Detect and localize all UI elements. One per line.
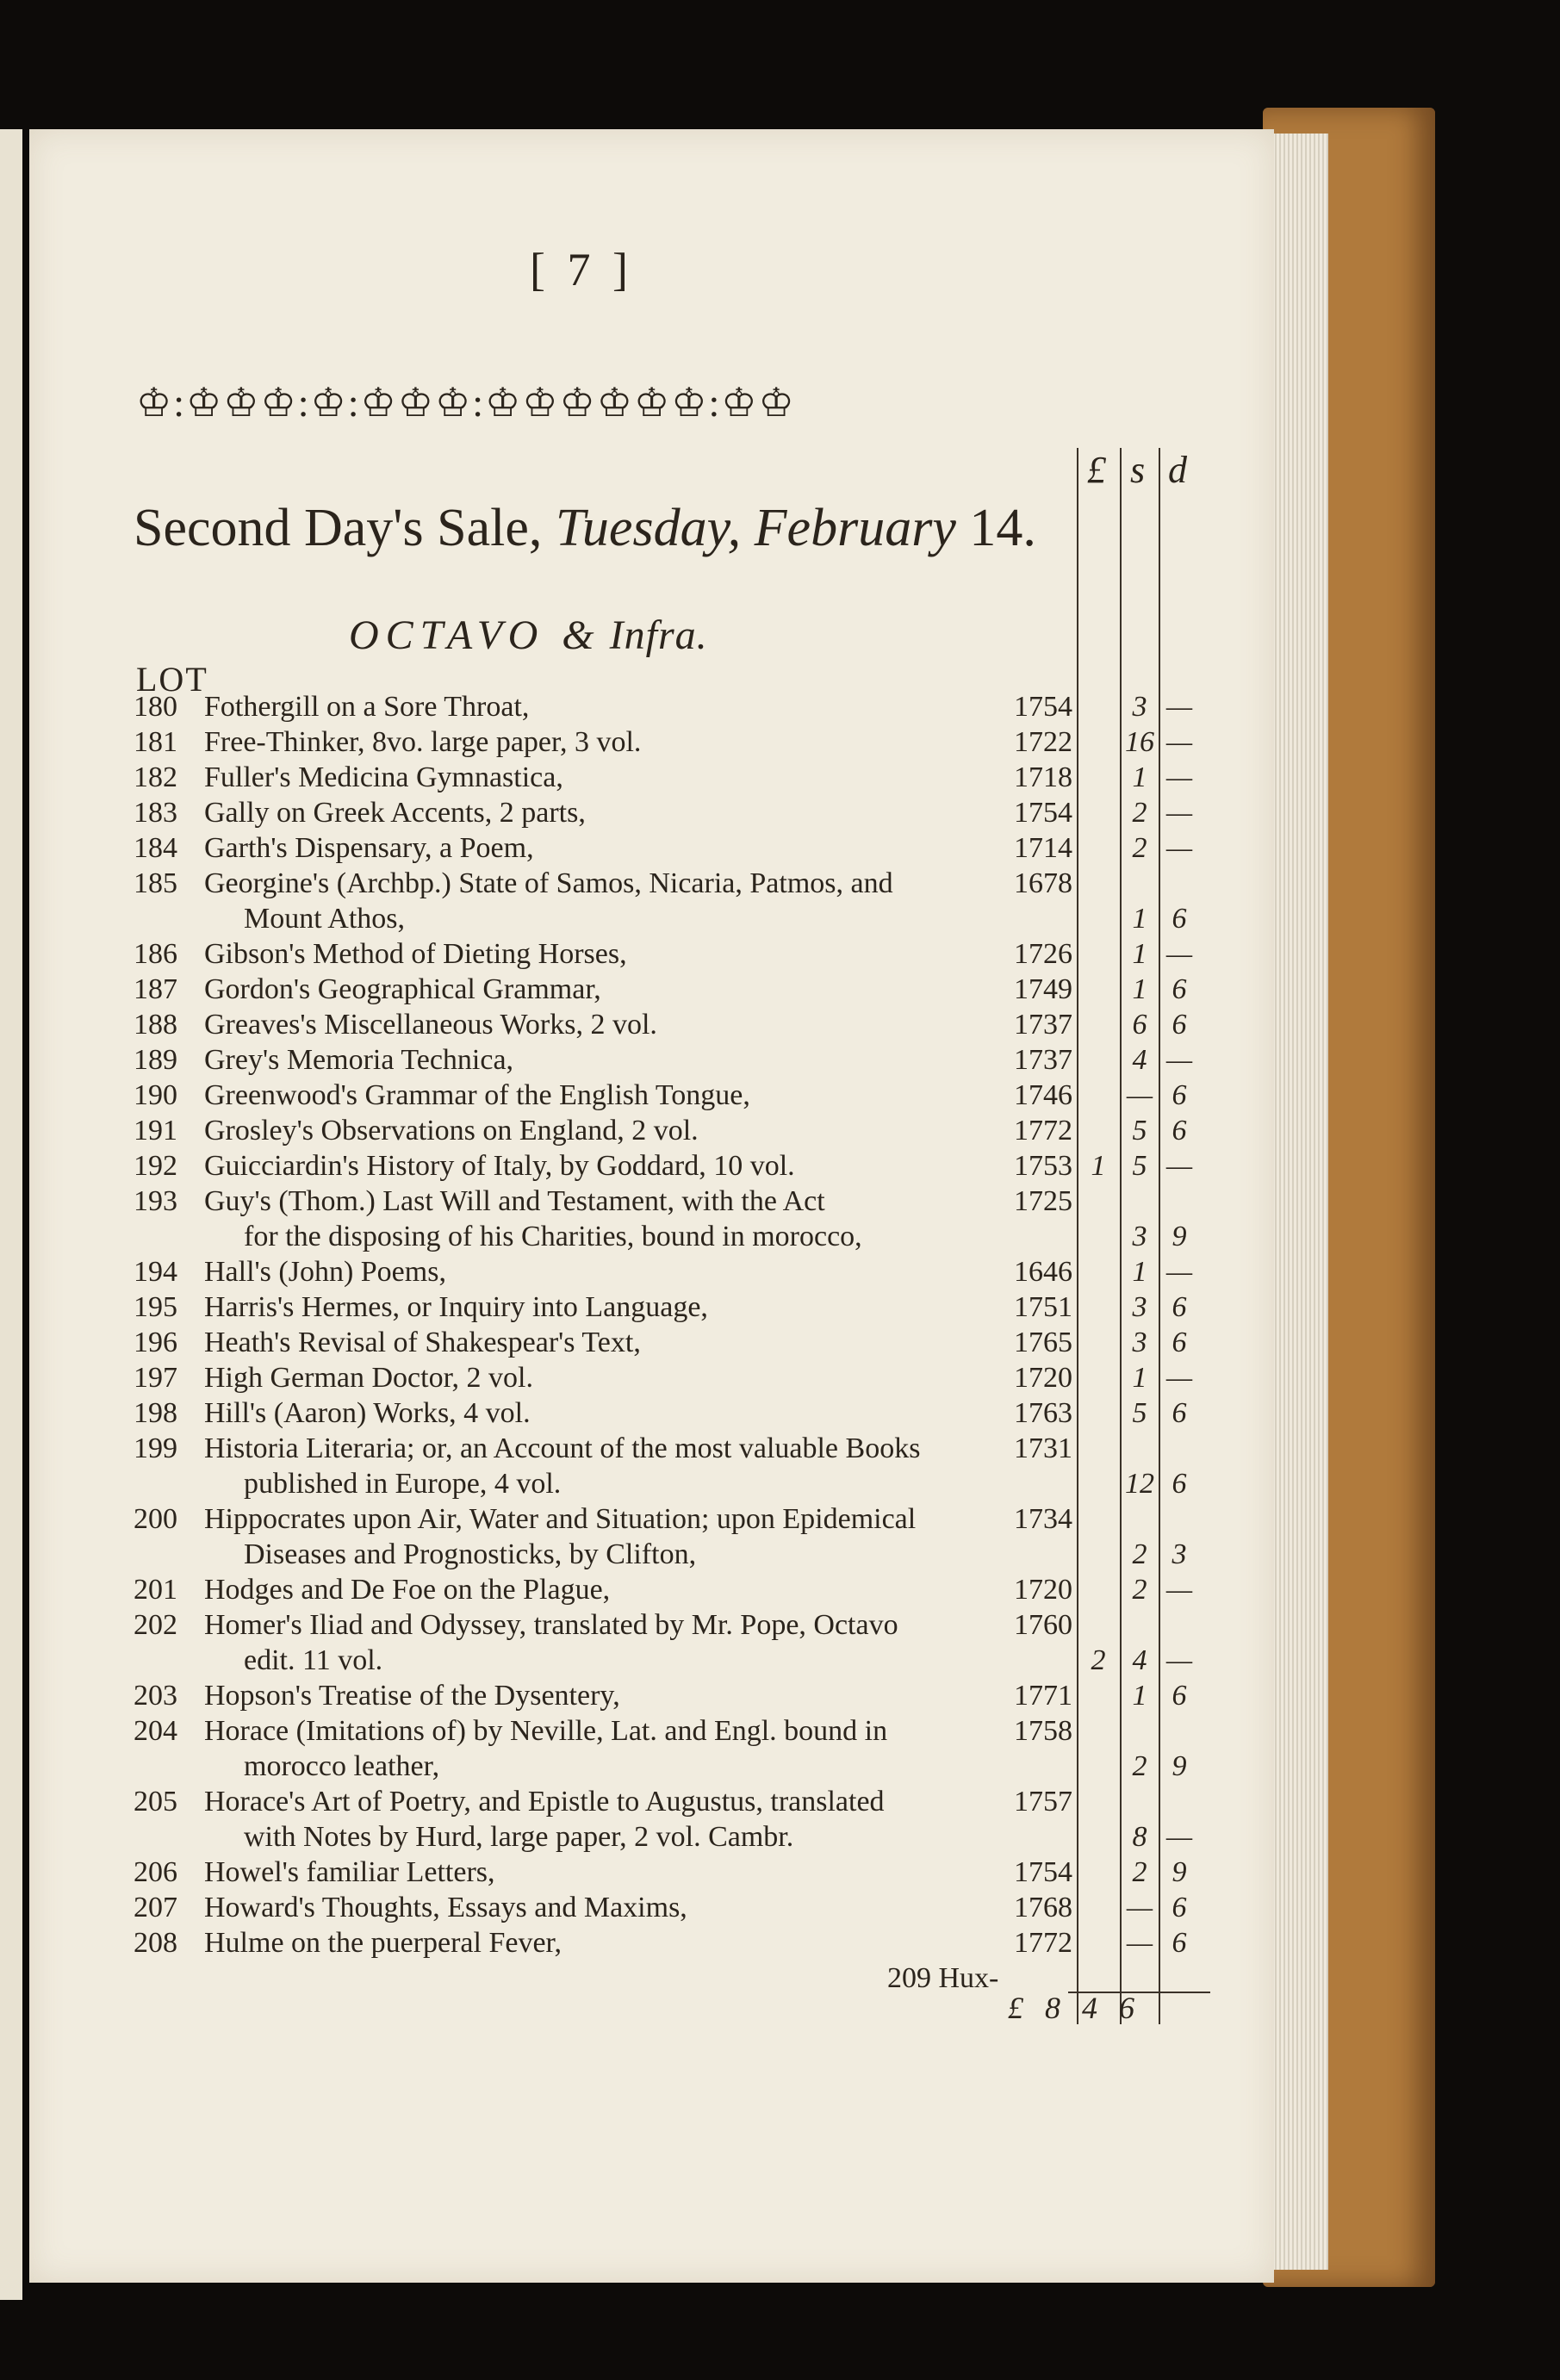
lot-price [1070, 724, 1208, 760]
lot-entry [134, 724, 1072, 760]
lot-number: 184 [134, 832, 177, 864]
page-number: [ 7 ] [530, 244, 633, 295]
lot-price [1070, 1148, 1208, 1184]
lot-year: 1757 [1014, 1786, 1072, 1818]
lot-year: 1763 [1014, 1397, 1072, 1429]
pounds-column-heading: £ [1087, 449, 1106, 491]
lot-entry [134, 1925, 1072, 1961]
lot-number: 194 [134, 1256, 177, 1288]
lot-year: 1725 [1014, 1185, 1072, 1217]
lot-entry [134, 1431, 1072, 1501]
price-shillings: 5 [1132, 1150, 1147, 1182]
lot-description: Harris's Hermes, or Inquiry into Language, [204, 1291, 708, 1323]
lot-year: 1718 [1014, 761, 1072, 793]
lot-year: 1754 [1014, 797, 1072, 829]
lot-number: 186 [134, 938, 177, 970]
price-pence: — [1165, 1044, 1193, 1076]
lot-number: 197 [134, 1362, 177, 1394]
lot-description: Gally on Greek Accents, 2 parts, [204, 797, 586, 829]
lot-number: 181 [134, 726, 177, 758]
price-shillings: 1 [1132, 903, 1147, 935]
price-spacer [1070, 1431, 1208, 1466]
lot-entry [134, 830, 1072, 866]
lot-description: Greenwood's Grammar of the English Tongue, [204, 1079, 750, 1111]
price-pence: 9 [1172, 1856, 1187, 1888]
lot-number: 185 [134, 867, 177, 899]
total-pound-symbol: £ [1008, 1991, 1023, 2025]
title-month: February [754, 499, 956, 557]
price-pence: 9 [1172, 1750, 1187, 1782]
title-prefix: Second Day's Sale, [134, 499, 543, 557]
lot-description: Hulme on the puerperal Fever, [204, 1927, 562, 1959]
lot-price [1070, 1325, 1208, 1360]
lot-year: 1646 [1014, 1256, 1072, 1288]
lot-year: 1737 [1014, 1009, 1072, 1041]
price-shillings: 5 [1132, 1397, 1147, 1429]
price-pence: 6 [1172, 1327, 1187, 1358]
lot-year: 1720 [1014, 1362, 1072, 1394]
lot-entry [134, 1713, 1072, 1784]
lot-description: Howard's Thoughts, Essays and Maxims, [204, 1892, 687, 1923]
lot-entry [134, 1007, 1072, 1042]
price-spacer [1070, 866, 1208, 901]
lot-number: 206 [134, 1856, 177, 1888]
lot-entry [134, 1254, 1072, 1289]
price-pence: — [1165, 1362, 1193, 1394]
price-shillings: 2 [1132, 1538, 1147, 1570]
price-pence: 6 [1172, 973, 1187, 1005]
price-spacer [1070, 1607, 1208, 1643]
lot-entry [134, 760, 1072, 795]
price-spacer [1070, 1184, 1208, 1219]
lot-number: 183 [134, 797, 177, 829]
lot-description: Guicciardin's History of Italy, by Goddard, 10 vol. [204, 1150, 795, 1182]
total-pounds: 8 [1045, 1991, 1060, 2025]
lot-year: 1751 [1014, 1291, 1072, 1323]
lot-number: 199 [134, 1432, 177, 1464]
lot-number: 188 [134, 1009, 177, 1041]
lot-description-continued: morocco leather, [244, 1750, 440, 1782]
lot-description: Fothergill on a Sore Throat, [204, 691, 530, 723]
lot-number: 195 [134, 1291, 177, 1323]
lot-number: 203 [134, 1680, 177, 1712]
price-pence: — [1165, 938, 1193, 970]
lot-description: Free-Thinker, 8vo. large paper, 3 vol. [204, 726, 642, 758]
lot-description: High German Doctor, 2 vol. [204, 1362, 534, 1394]
lot-entry [134, 1360, 1072, 1395]
format-octavo: OCTAVO & [349, 612, 601, 658]
price-pence: 6 [1172, 1892, 1187, 1923]
lot-number: 191 [134, 1115, 177, 1147]
lot-description: Gibson's Method of Dieting Horses, [204, 938, 627, 970]
price-shillings: 1 [1132, 761, 1147, 793]
price-shillings: — [1126, 1927, 1153, 1959]
lot-number: 201 [134, 1574, 177, 1606]
lot-list [134, 689, 1072, 1961]
lot-price [1070, 1643, 1208, 1678]
price-pence: — [1165, 1150, 1193, 1182]
facing-page-edge [0, 129, 22, 2300]
lot-year: 1772 [1014, 1115, 1072, 1147]
price-shillings: 6 [1132, 1009, 1147, 1041]
price-pence: — [1165, 726, 1193, 758]
lot-year: 1760 [1014, 1609, 1072, 1641]
lot-description: Howel's familiar Letters, [204, 1856, 495, 1888]
lot-description: Hill's (Aaron) Works, 4 vol. [204, 1397, 531, 1429]
lot-year: 1714 [1014, 832, 1072, 864]
crown-ornament-band: ♔:♔♔♔:♔:♔♔♔:♔♔♔♔♔♔:♔♔ [136, 381, 796, 425]
price-pence: 6 [1172, 1079, 1187, 1111]
lot-entry [134, 689, 1072, 724]
lot-year: 1731 [1014, 1432, 1072, 1464]
price-shillings: 8 [1132, 1821, 1147, 1853]
lot-description: Grosley's Observations on England, 2 vol. [204, 1115, 699, 1147]
lot-price [1070, 1678, 1208, 1713]
price-column [1070, 689, 1208, 1961]
lot-description: Greaves's Miscellaneous Works, 2 vol. [204, 1009, 657, 1041]
price-spacer [1070, 1784, 1208, 1819]
lot-entry [134, 1042, 1072, 1078]
price-shillings: 1 [1132, 1256, 1147, 1288]
lot-entry [134, 1289, 1072, 1325]
lot-description: Gordon's Geographical Grammar, [204, 973, 601, 1005]
total-pence: 6 [1119, 1991, 1134, 2025]
lot-entry [134, 1325, 1072, 1360]
lot-entry [134, 1395, 1072, 1431]
lot-price [1070, 1360, 1208, 1395]
lot-description: Heath's Revisal of Shakespear's Text, [204, 1327, 641, 1358]
lot-price [1070, 1819, 1208, 1855]
lot-description-continued: with Notes by Hurd, large paper, 2 vol. Cambr. [244, 1821, 794, 1853]
price-shillings: 2 [1132, 1574, 1147, 1606]
lot-number: 190 [134, 1079, 177, 1111]
lot-number: 202 [134, 1609, 177, 1641]
lot-number: 182 [134, 761, 177, 793]
pence-column-heading: d [1168, 449, 1187, 491]
lot-price [1070, 830, 1208, 866]
price-pence: 6 [1172, 1680, 1187, 1712]
title-day-number: 14. [969, 499, 1036, 557]
format-infra: Infra. [609, 612, 708, 658]
price-shillings: — [1126, 1079, 1153, 1111]
lot-price [1070, 1890, 1208, 1925]
lot-price [1070, 1113, 1208, 1148]
lot-year: 1754 [1014, 691, 1072, 723]
price-shillings: 16 [1125, 726, 1154, 758]
lot-price [1070, 689, 1208, 724]
lot-entry [134, 1501, 1072, 1572]
lot-description: Hippocrates upon Air, Water and Situation; upon Epidemical [204, 1503, 917, 1535]
lot-number: 189 [134, 1044, 177, 1076]
price-pence: 6 [1172, 1115, 1187, 1147]
lot-number: 192 [134, 1150, 177, 1182]
lot-description: Hopson's Treatise of the Dysentery, [204, 1680, 620, 1712]
lot-year: 1678 [1014, 867, 1072, 899]
price-shillings: 2 [1132, 797, 1147, 829]
price-pence: 6 [1172, 1927, 1187, 1959]
lot-entry [134, 1855, 1072, 1890]
lot-year: 1768 [1014, 1892, 1072, 1923]
price-pence: 6 [1172, 1009, 1187, 1041]
lot-price [1070, 1042, 1208, 1078]
lot-price [1070, 1537, 1208, 1572]
sale-total [1008, 1990, 1148, 2026]
lot-entry [134, 795, 1072, 830]
lot-description: Homer's Iliad and Odyssey, translated by Mr. Pope, Octavo [204, 1609, 898, 1641]
lot-entry [134, 1784, 1072, 1855]
lot-price [1070, 1572, 1208, 1607]
lot-heading: LOT [136, 660, 208, 699]
lot-number: 193 [134, 1185, 177, 1217]
price-shillings: 2 [1132, 832, 1147, 864]
format-heading [349, 612, 708, 659]
price-pence: 6 [1172, 903, 1187, 935]
price-shillings: 4 [1132, 1044, 1147, 1076]
lot-number: 198 [134, 1397, 177, 1429]
price-spacer [1070, 1501, 1208, 1537]
lot-price [1070, 1749, 1208, 1784]
title-day: Tuesday, [555, 499, 742, 557]
lot-price [1070, 1466, 1208, 1501]
lot-price [1070, 1395, 1208, 1431]
lot-price [1070, 1007, 1208, 1042]
lot-year: 1734 [1014, 1503, 1072, 1535]
lot-description: Horace (Imitations of) by Neville, Lat. and Engl. bound in [204, 1715, 888, 1747]
lot-description: Horace's Art of Poetry, and Epistle to Augustus, translated [204, 1786, 885, 1818]
lot-entry [134, 1890, 1072, 1925]
price-pence: — [1165, 691, 1193, 723]
lot-year: 1746 [1014, 1079, 1072, 1111]
lot-description: Guy's (Thom.) Last Will and Testament, with the Act [204, 1185, 825, 1217]
price-shillings: 1 [1132, 1362, 1147, 1394]
lot-number: 205 [134, 1786, 177, 1818]
price-shillings: 3 [1132, 1291, 1147, 1323]
lot-year: 1758 [1014, 1715, 1072, 1747]
shillings-column-heading: s [1130, 449, 1146, 491]
price-spacer [1070, 1713, 1208, 1749]
price-shillings: 3 [1132, 1327, 1147, 1358]
lot-price [1070, 1289, 1208, 1325]
price-pence: — [1165, 761, 1193, 793]
price-shillings: 4 [1132, 1644, 1147, 1676]
lot-description: Historia Literaria; or, an Account of the most valuable Books [204, 1432, 921, 1464]
lot-description-continued: for the disposing of his Charities, bound in morocco, [244, 1221, 862, 1252]
lot-entry [134, 936, 1072, 972]
price-pence: 6 [1172, 1397, 1187, 1429]
price-shillings: 3 [1132, 691, 1147, 723]
price-pence: 6 [1172, 1291, 1187, 1323]
price-shillings: — [1126, 1892, 1153, 1923]
lot-price [1070, 1078, 1208, 1113]
lot-number: 196 [134, 1327, 177, 1358]
lot-entry [134, 1607, 1072, 1678]
lot-number: 204 [134, 1715, 177, 1747]
lot-year: 1754 [1014, 1856, 1072, 1888]
lot-description: Hall's (John) Poems, [204, 1256, 446, 1288]
page-edges [1268, 134, 1328, 2270]
lot-price [1070, 936, 1208, 972]
lot-price [1070, 901, 1208, 936]
lot-year: 1765 [1014, 1327, 1072, 1358]
page-title [134, 498, 1036, 559]
lot-description-continued: edit. 11 vol. [244, 1644, 383, 1676]
lot-entry [134, 1113, 1072, 1148]
price-pence: 6 [1172, 1468, 1187, 1500]
lot-price [1070, 972, 1208, 1007]
lot-price [1070, 1254, 1208, 1289]
lot-year: 1753 [1014, 1150, 1072, 1182]
lot-entry [134, 1148, 1072, 1184]
price-shillings: 3 [1132, 1221, 1147, 1252]
lot-description-continued: Mount Athos, [244, 903, 406, 935]
lot-entry [134, 1678, 1072, 1713]
lot-description: Hodges and De Foe on the Plague, [204, 1574, 611, 1606]
price-pence: 3 [1172, 1538, 1187, 1570]
price-pounds: 2 [1091, 1644, 1106, 1676]
lot-year: 1726 [1014, 938, 1072, 970]
lot-price [1070, 1219, 1208, 1254]
lot-price [1070, 1925, 1208, 1961]
price-shillings: 1 [1132, 938, 1147, 970]
lot-description: Fuller's Medicina Gymnastica, [204, 761, 563, 793]
lot-description: Georgine's (Archbp.) State of Samos, Nicaria, Patmos, and [204, 867, 893, 899]
price-shillings: 12 [1125, 1468, 1154, 1500]
price-pounds: 1 [1091, 1150, 1106, 1182]
lot-description: Grey's Memoria Technica, [204, 1044, 514, 1076]
price-pence: — [1165, 1821, 1193, 1853]
lot-year: 1749 [1014, 973, 1072, 1005]
lot-year: 1720 [1014, 1574, 1072, 1606]
lot-description-continued: Diseases and Prognosticks, by Clifton, [244, 1538, 697, 1570]
lot-number: 207 [134, 1892, 177, 1923]
price-shillings: 1 [1132, 973, 1147, 1005]
price-shillings: 5 [1132, 1115, 1147, 1147]
lot-entry [134, 1184, 1072, 1254]
lot-price [1070, 760, 1208, 795]
lot-entry [134, 972, 1072, 1007]
price-pence: — [1165, 832, 1193, 864]
price-pence: — [1165, 1574, 1193, 1606]
total-shillings: 4 [1082, 1991, 1097, 2025]
price-shillings: 2 [1132, 1856, 1147, 1888]
lot-year: 1771 [1014, 1680, 1072, 1712]
price-pence: 9 [1172, 1221, 1187, 1252]
lot-entry [134, 866, 1072, 936]
lot-year: 1772 [1014, 1927, 1072, 1959]
lot-number: 208 [134, 1927, 177, 1959]
lot-price [1070, 795, 1208, 830]
lot-description-continued: published in Europe, 4 vol. [244, 1468, 562, 1500]
price-shillings: 1 [1132, 1680, 1147, 1712]
price-pence: — [1165, 797, 1193, 829]
lot-number: 180 [134, 691, 177, 723]
lot-description: Garth's Dispensary, a Poem, [204, 832, 534, 864]
lot-number: 187 [134, 973, 177, 1005]
lot-entry [134, 1078, 1072, 1113]
lot-price [1070, 1855, 1208, 1890]
lot-number: 200 [134, 1503, 177, 1535]
price-pence: — [1165, 1644, 1193, 1676]
lot-year: 1722 [1014, 726, 1072, 758]
lot-entry [134, 1572, 1072, 1607]
catchword: 209 Hux- [887, 1962, 999, 1994]
price-shillings: 2 [1132, 1750, 1147, 1782]
lot-year: 1737 [1014, 1044, 1072, 1076]
price-pence: — [1165, 1256, 1193, 1288]
